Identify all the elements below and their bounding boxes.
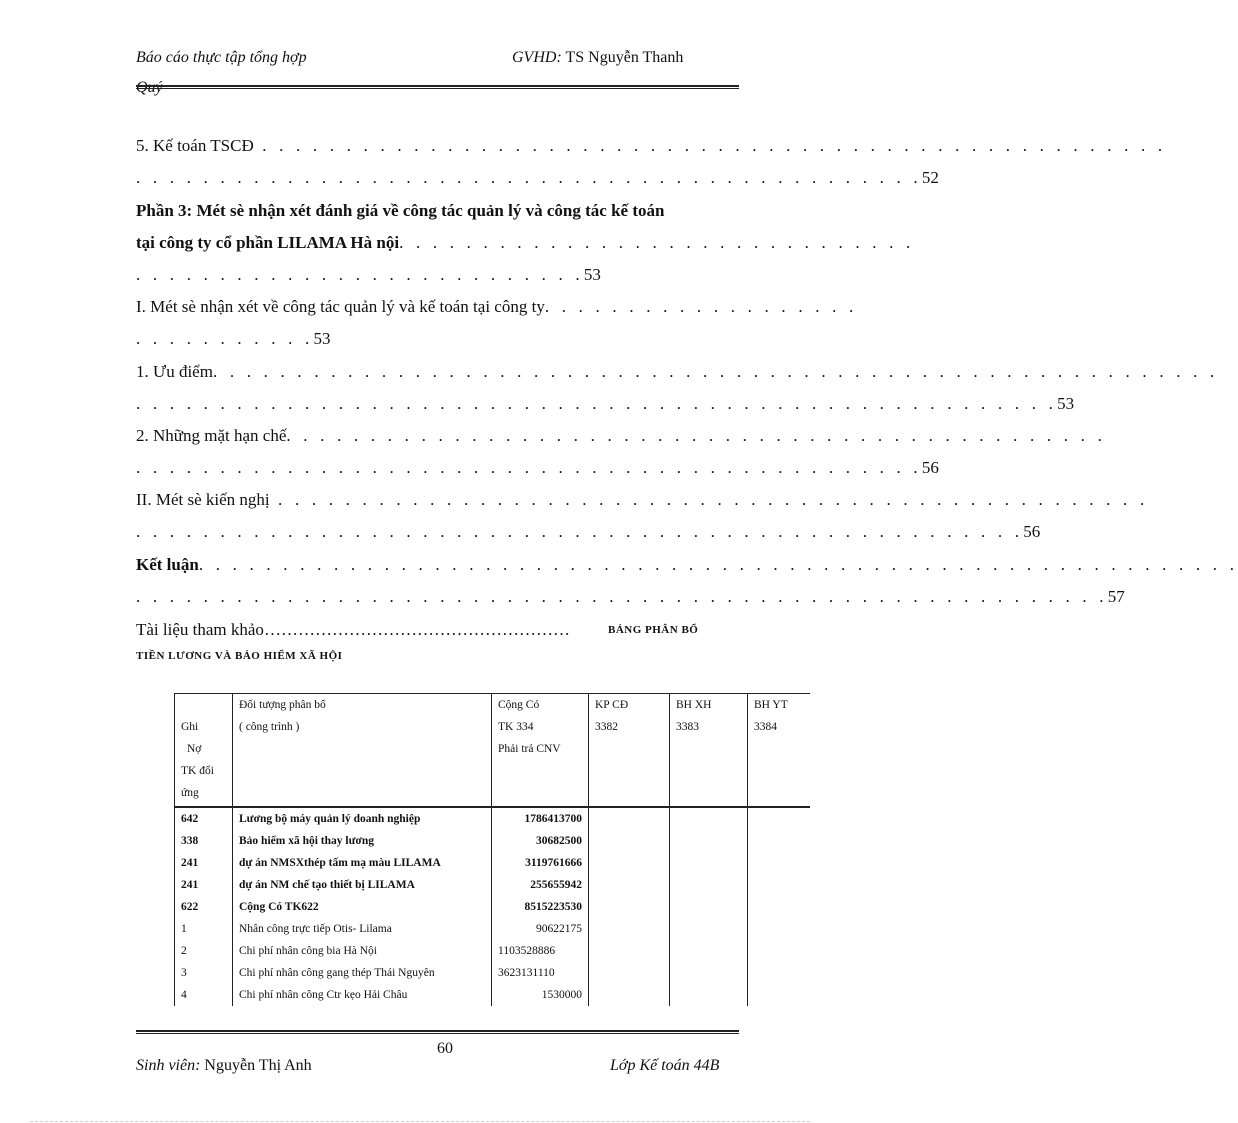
header-rule <box>136 85 739 89</box>
toc-page: 56 <box>1023 522 1041 541</box>
toc-page: 52 <box>921 168 939 187</box>
toc-page: 53 <box>583 265 601 284</box>
header-supervisor-wrap: Quý <box>136 79 163 96</box>
table-row: 2 Chi phí nhân công bia Hà Nội 1103528886 <box>175 940 811 962</box>
header-bhxh: BH XH 3383 <box>670 694 748 808</box>
toc-title: 5. Kế toán TSCĐ <box>136 136 254 155</box>
table-row: 241 dự án NM chế tạo thiết bị LILAMA 255655942 <box>175 874 811 896</box>
toc-entry-5: 5. Kế toán TSCĐ . . . . . . . . . . . . . . . . . . . . . . . . . . . . . . . . . . . . . . . . . . . . . . . . . . . . . . . . . . . . . . . . . . . . . . . . . . . . . . . . . . . . . . . . . . . . . . . . . . . . .52 <box>136 136 1167 187</box>
header-kpcd: KP CĐ 3382 <box>589 694 670 808</box>
table-row: 642 Lương bộ máy quản lý doanh nghiệp 1786413700 <box>175 807 811 830</box>
toc-title: Phần 3: Mét sè nhận xét đánh giá về công tác quản lý và công tác kế toán <box>136 201 665 220</box>
student-name: Nguyễn Thị Anh <box>204 1057 312 1074</box>
footer-rule <box>136 1030 739 1034</box>
supervisor-label: GVHD: <box>512 49 562 66</box>
table-caption-part2: TIỀN LƯƠNG VÀ BẢO HIỂM XÃ HỘI <box>136 650 343 662</box>
toc-page: 53 <box>313 329 331 348</box>
toc-title: Tài liệu tham khảo <box>136 620 264 639</box>
toc-title-cont: tại công ty cổ phần LILAMA Hà nội <box>136 233 400 252</box>
toc-entry-1: 1. Ưu điểm. . . . . . . . . . . . . . . . . . . . . . . . . . . . . . . . . . . . . . . . . . . . . . . . . . . . . . . . . . . . . . . . . . . . . . . . . . . . . . . . . . . . . . . . . . . . . . . . . . . . . . . . . . . . . . . . . . .53 <box>136 362 1219 413</box>
table-row: 4 Chi phí nhân công Ctr kẹo Hải Châu 1530000 <box>175 984 811 1006</box>
header-supervisor <box>512 49 683 67</box>
footer-class: Lớp Kế toán 44B <box>610 1057 720 1074</box>
footer-student <box>136 1057 312 1075</box>
header-title: Báo cáo thực tập tổng hợp <box>136 49 307 66</box>
toc-dots: ……………………………………………… <box>263 620 570 639</box>
header-bhyt: BH YT 3384 <box>748 694 811 808</box>
table-row: 338 Bảo hiểm xã hội thay lương 30682500 <box>175 830 811 852</box>
toc-title: I. Mét sè nhận xét về công tác quản lý và kế toán tại công ty <box>136 297 545 316</box>
toc-title: 2. Những mặt hạn chế <box>136 426 287 445</box>
header-ghi-no: Ghi Nợ TK đối ứng <box>175 694 233 808</box>
table-row: 3 Chi phí nhân công gang thép Thái Nguyên 3623131110 <box>175 962 811 984</box>
student-label: Sinh viên: <box>136 1057 201 1074</box>
supervisor-name: TS Nguyễn Thanh <box>565 49 684 66</box>
header-object: Đối tượng phân bổ ( công trình ) <box>233 694 492 808</box>
table-caption-part1: BẢNG PHÂN BỔ <box>608 624 699 636</box>
page-edge <box>30 1121 810 1122</box>
toc-title: 1. Ưu điểm <box>136 362 213 381</box>
toc-page: 57 <box>1107 587 1125 606</box>
table-row: 1 Nhân công trực tiếp Otis- Lilama 90622175 <box>175 918 811 940</box>
table-row: 622 Cộng Có TK622 8515223530 <box>175 896 811 918</box>
toc-entry-II: II. Mét sè kiến nghị . . . . . . . . . . . . . . . . . . . . . . . . . . . . . . . . . . . . . . . . . . . . . . . . . . . . . . . . . . . . . . . . . . . . . . . . . . . . . . . . . . . . . . . . . . . . . . . . . . . . . . . . .56 <box>136 490 1149 541</box>
toc-title: II. Mét sè kiến nghị <box>136 490 270 509</box>
table-row: 241 dự án NMSXthép tấm mạ màu LILAMA 3119761666 <box>175 852 811 874</box>
toc-entry-part3: Phần 3: Mét sè nhận xét đánh giá về công tác quản lý và công tác kế toán tại công ty cổ phần LILAMA Hà nội. . . . . . . . . . . . . . . . . . . . . . . . . . . . . . . . . . . . . . . . . . . . . . . . . . . . . . . . . .53 <box>136 201 915 284</box>
toc-page: 56 <box>921 458 939 477</box>
toc-entry-2: 2. Những mặt hạn chế. . . . . . . . . . . . . . . . . . . . . . . . . . . . . . . . . . . . . . . . . . . . . . . . . . . . . . . . . . . . . . . . . . . . . . . . . . . . . . . . . . . . . . . . . . . . . . . .56 <box>136 426 1107 477</box>
toc-entry-I: I. Mét sè nhận xét về công tác quản lý và kế toán tại công ty. . . . . . . . . . . . . . . . . . . . . . . . . . . . . .53 <box>136 297 858 348</box>
toc-title: Kết luận <box>136 555 199 574</box>
allocation-table <box>174 693 810 1006</box>
page-number: 60 <box>437 1040 453 1057</box>
header-credit-334: Cộng Có TK 334 Phải trả CNV <box>492 694 589 808</box>
toc-entry-conclusion: Kết luận. . . . . . . . . . . . . . . . . . . . . . . . . . . . . . . . . . . . . . . . . . . . . . . . . . . . . . . . . . . . . . . . . . . . . . . . . . . . . . . . . . . . . . . . . . . . . . . . . . . . . . . . . . . . . . . . . . . . . . . .57 <box>136 555 1238 606</box>
table-header-row <box>175 694 811 808</box>
toc-page: 53 <box>1057 394 1075 413</box>
